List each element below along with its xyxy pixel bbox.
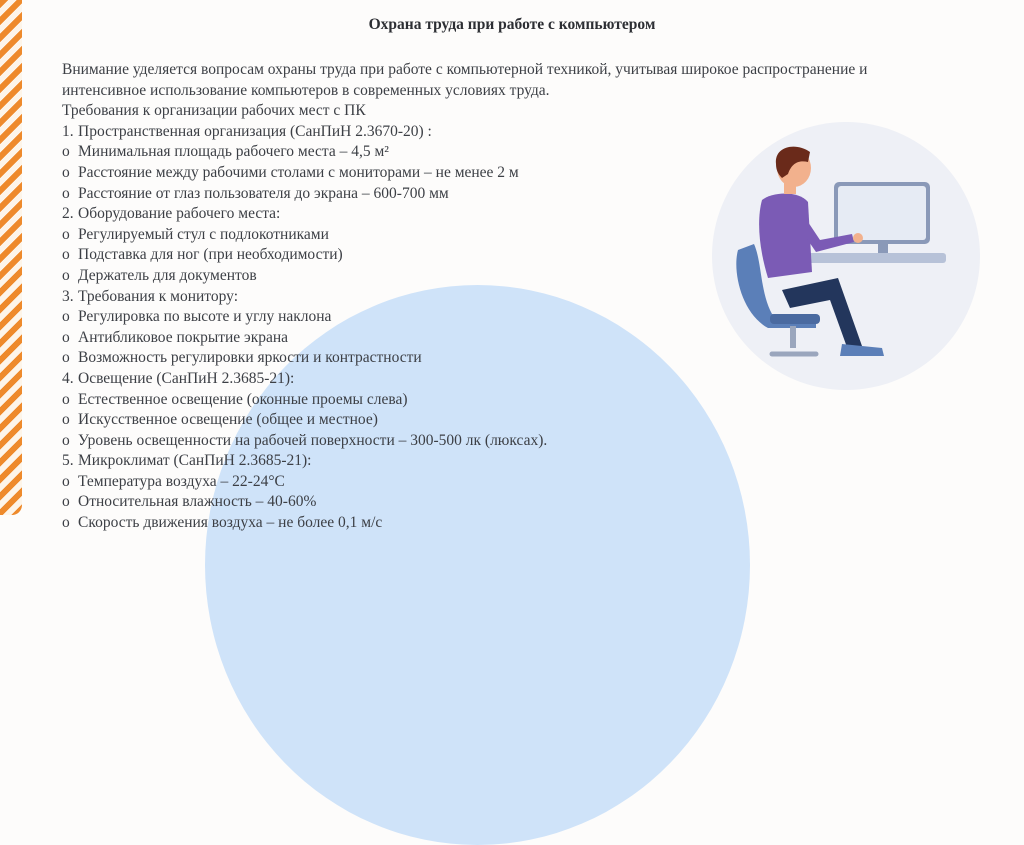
list-item: o Антибликовое покрытие экрана (62, 328, 902, 349)
section-3 (62, 287, 902, 369)
page-title: Охрана труда при работе с компьютером (368, 16, 656, 33)
bullet-icon: o (62, 493, 70, 511)
bullet-icon: o (62, 431, 70, 449)
list-item: o Регулируемый стул с подлокотниками (62, 225, 902, 246)
section-number: 4. (62, 369, 74, 387)
list-item: o Относительная влажность – 40-60% (62, 492, 902, 513)
list-item: o Регулировка по высоте и углу наклона (62, 307, 902, 328)
list-item: o Держатель для документов (62, 266, 902, 287)
section-2 (62, 204, 902, 286)
section-number: 2. (62, 205, 74, 223)
list-item: o Расстояние между рабочими столами с мониторами – не менее 2 м (62, 163, 902, 184)
bullet-icon: o (62, 308, 70, 326)
section-4 (62, 369, 902, 451)
section-title: Требования к монитору: (78, 287, 239, 305)
list-item: o Скорость движения воздуха – не более 0,1 м/с (62, 513, 902, 534)
list-item: o Искусственное освещение (общее и местное) (62, 410, 902, 431)
section-1 (62, 122, 902, 204)
section-title: Оборудование рабочего места: (78, 205, 281, 223)
list-item: o Температура воздуха – 22-24°C (62, 472, 902, 493)
bullet-icon: o (62, 390, 70, 408)
bullet-icon: o (62, 184, 70, 202)
section-number: 1. (62, 122, 74, 140)
section-title: Пространственная организация (СанПиН 2.3670-20) : (78, 122, 432, 140)
bullet-icon: o (62, 163, 70, 181)
requirements-heading: Требования к организации рабочих мест с ПК (62, 102, 366, 120)
section-number: 3. (62, 287, 74, 305)
bullet-icon: o (62, 266, 70, 284)
section-title: Микроклимат (СанПиН 2.3685-21): (78, 452, 312, 470)
section-5 (62, 451, 902, 533)
section-title: Освещение (СанПиН 2.3685-21): (78, 369, 295, 387)
section-number: 5. (62, 452, 74, 470)
list-item: o Расстояние от глаз пользователя до экрана – 600-700 мм (62, 184, 902, 205)
bullet-icon: o (62, 514, 70, 532)
list-item: o Естественное освещение (оконные проемы слева) (62, 390, 902, 411)
list-item: o Минимальная площадь рабочего места – 4,5 м² (62, 142, 902, 163)
document-body (62, 60, 902, 534)
intro-paragraph: Внимание уделяется вопросам охраны труда при работе с компьютерной техникой, учитывая широкое распространение и интенсивное использование компьютеров в современных условиях труда. (62, 61, 868, 99)
bullet-icon: o (62, 472, 70, 490)
bullet-icon: o (62, 143, 70, 161)
bullet-icon: o (62, 225, 70, 243)
bullet-icon: o (62, 328, 70, 346)
decorative-stripe-bar (0, 0, 22, 515)
bullet-icon: o (62, 411, 70, 429)
list-item: o Подставка для ног (при необходимости) (62, 245, 902, 266)
list-item: o Возможность регулировки яркости и контрастности (62, 348, 902, 369)
bullet-icon: o (62, 349, 70, 367)
list-item: o Уровень освещенности на рабочей поверхности – 300-500 лк (люксах). (62, 431, 902, 452)
bullet-icon: o (62, 246, 70, 264)
